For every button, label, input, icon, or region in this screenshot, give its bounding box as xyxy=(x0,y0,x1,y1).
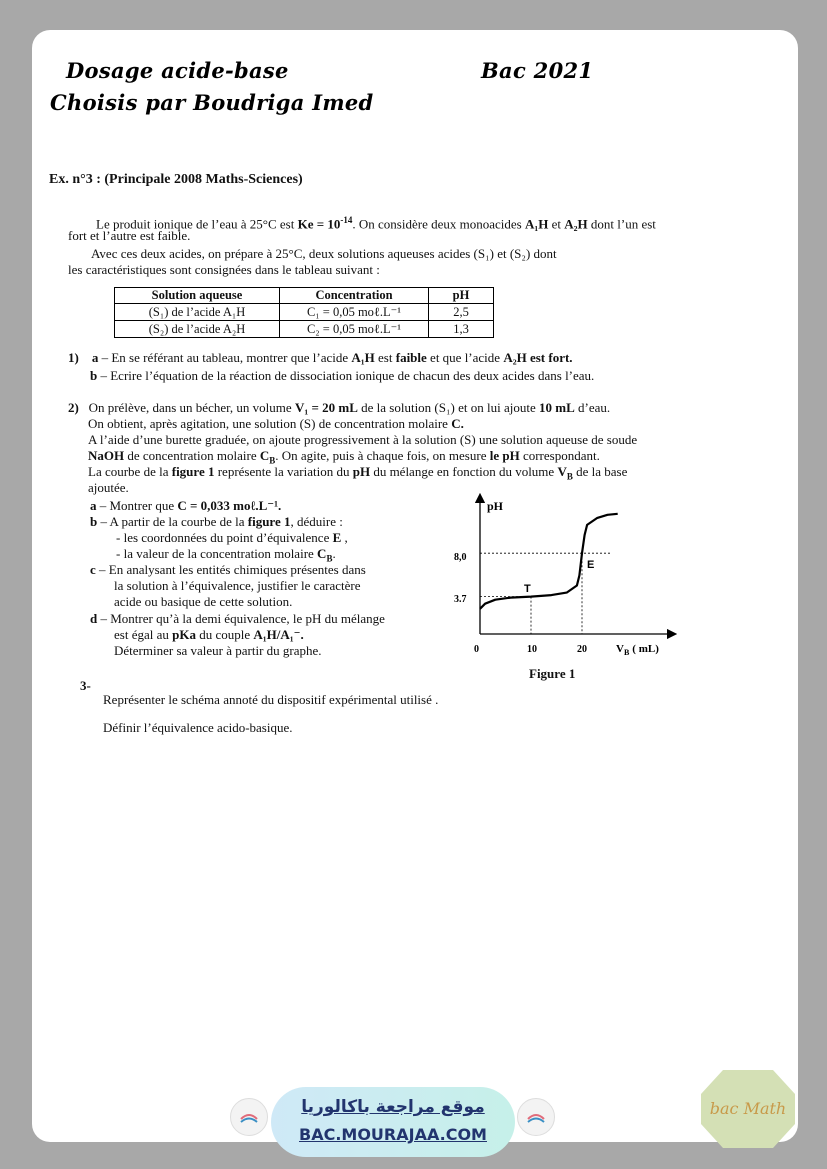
table-cell: (S₁) de l’acide A₁H xyxy=(115,304,280,321)
exercise-source: (Principale 2008 Maths-Sciences) xyxy=(104,172,303,187)
intro-line-4: les caractéristiques sont consignées dans le tableau suivant : xyxy=(68,262,380,277)
q1-line-a: 1) a – En se référant au tableau, montrer que l’acide A₁H est faible et que l’acide A₂H est fort. xyxy=(68,350,573,365)
q2-line-6: ajoutée. xyxy=(88,480,129,495)
table-cell: 1,3 xyxy=(429,321,494,338)
q3-line-2: Définir l’équivalence acido-basique. xyxy=(103,720,293,735)
q2-d-3: Déterminer sa valeur à partir du graphe. xyxy=(114,643,322,658)
intro-line-3: Avec ces deux acides, on prépare à 25°C, deux solutions aqueuses acides (S₁) et (S₂) dont xyxy=(91,246,557,261)
site-banner[interactable] xyxy=(271,1087,515,1157)
x-axis-label: $V_B$ ( mL) xyxy=(616,643,659,657)
site-name-arabic[interactable]: موقع مراجعة باكالوريا xyxy=(301,1097,485,1117)
site-logo-right xyxy=(517,1098,555,1136)
titration-curve-chart xyxy=(440,492,680,662)
x-tick-label: 20 xyxy=(577,644,587,655)
curve-layer xyxy=(480,514,618,634)
site-url-link[interactable]: BAC.MOURAJAA.COM xyxy=(299,1125,487,1144)
q2-line-4: NaOH de concentration molaire $C_B$. On agite, puis à chaque fois, on mesure le pH correspondant. xyxy=(88,448,600,466)
bac-math-badge xyxy=(699,1068,797,1150)
exercise-number: Ex. n°3 : xyxy=(49,172,101,187)
table-cell: C₂ = 0,05 moℓ.L⁻¹ xyxy=(280,321,429,338)
q2-b-item-1: - les coordonnées du point d’équivalence E , xyxy=(116,530,348,545)
header-subtitle: Choisis par Boudriga Imed xyxy=(50,90,374,115)
table-cell: (S₂) de l’acide A₂H xyxy=(115,321,280,338)
solutions-table xyxy=(114,287,494,338)
header-left-title: Dosage acide-base xyxy=(66,58,289,83)
y-tick-label: 8,0 xyxy=(454,552,467,563)
q2-d-1: d – Montrer qu’à la demi équivalence, le pH du mélange xyxy=(90,611,385,626)
badge-text: bac Math xyxy=(709,1099,787,1118)
q2-c-3: acide ou basique de cette solution. xyxy=(114,594,293,609)
x-tick-label: 0 xyxy=(474,644,479,655)
q2-line-2: On obtient, après agitation, une solution (S) de concentration molaire C. xyxy=(88,416,464,431)
q1-line-b: b – Ecrire l’équation de la réaction de dissociation ionique de chacun des deux acides dans l’eau. xyxy=(90,368,595,383)
table-header-cell: pH xyxy=(429,288,494,304)
q2-b: b – A partir de la courbe de la figure 1, déduire : xyxy=(90,514,343,529)
table-header-cell: Solution aqueuse xyxy=(115,288,280,304)
q2-c-1: c – En analysant les entités chimiques présentes dans xyxy=(90,562,366,577)
figure-caption: Figure 1 xyxy=(529,666,576,681)
point-T-label: T xyxy=(524,583,531,595)
intro-line-1: Le produit ionique de l’eau à 25°C est $Ke = 10^{-14}$. On considère deux monoacides A₁H et A₂H dont l’un est xyxy=(96,215,656,232)
q2-b-item-2: - la valeur de la concentration molaire $C_B$. xyxy=(116,546,336,564)
x-tick-label: 10 xyxy=(527,644,537,655)
table-row xyxy=(115,304,494,321)
table-header-row xyxy=(115,288,494,304)
q2-line-5: La courbe de la figure 1 représente la variation du pH du mélange en fonction du volume $V_B$ de la base xyxy=(88,464,628,482)
y-tick-label: 3.7 xyxy=(454,594,467,605)
q2-d-2: est égal au pKa du couple A₁H/A₁⁻. xyxy=(114,627,304,642)
intro-line-2: fort et l’autre est faible. xyxy=(68,228,191,243)
y-axis-label: pH xyxy=(487,499,504,513)
header-right-title: Bac 2021 xyxy=(481,58,594,83)
table-header-cell: Concentration xyxy=(280,288,429,304)
point-E-label: E xyxy=(587,559,595,571)
exercise-title xyxy=(49,172,303,188)
site-logo-left xyxy=(230,1098,268,1136)
q3-line-1: Représenter le schéma annoté du dispositif expérimental utilisé . xyxy=(103,692,439,707)
q2-line-3: A l’aide d’une burette graduée, on ajoute progressivement à la solution (S) une solution aqueuse de soude xyxy=(88,432,638,447)
q2-line-1: 2) On prélève, dans un bécher, un volume V₁ = 20 mL de la solution (S₁) et on lui ajoute 10 mL d’eau. xyxy=(68,400,611,415)
table-cell: 2,5 xyxy=(429,304,494,321)
table-row xyxy=(115,321,494,338)
table-cell: C₁ = 0,05 moℓ.L⁻¹ xyxy=(280,304,429,321)
titration-curve-line xyxy=(480,514,618,609)
q2-a: a – Montrer que C = 0,033 moℓ.L⁻¹. xyxy=(90,498,282,513)
q3-number: 3- xyxy=(80,678,91,693)
q2-c-2: la solution à l’équivalence, justifier le caractère xyxy=(114,578,361,593)
